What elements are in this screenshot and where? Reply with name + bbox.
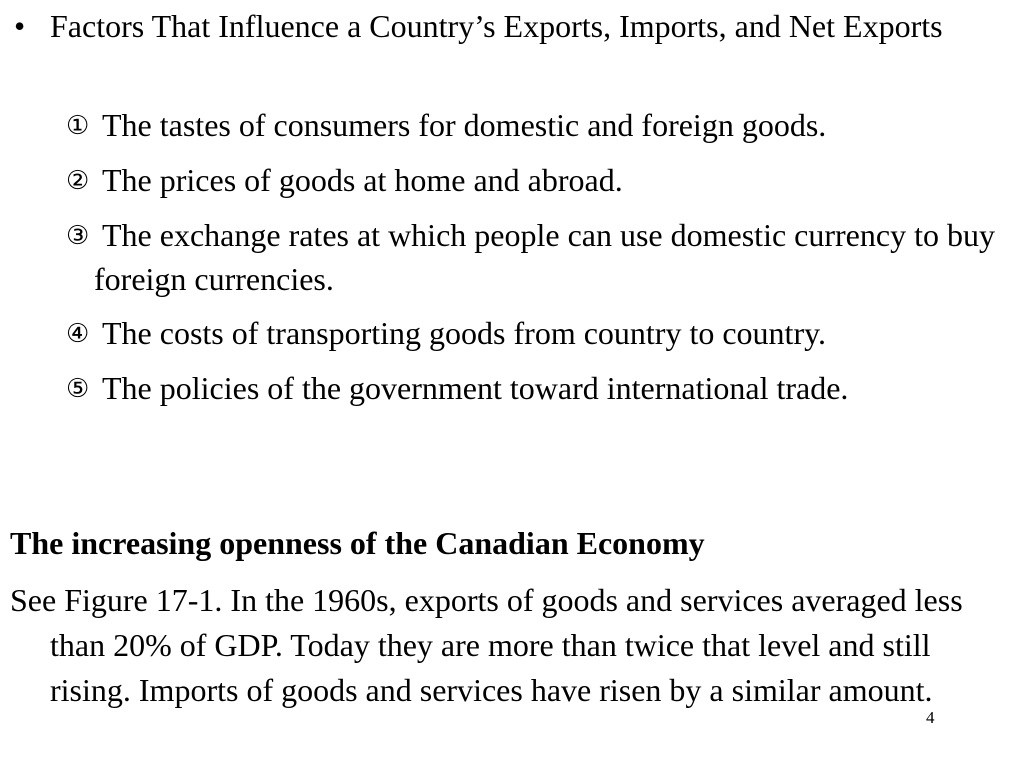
body-paragraph: See Figure 17-1. In the 1960s, exports of goods and services averaged less than 20% of GDP. Today they are more than twice that level and still rising. Imports of goods and services have risen by a similar amount. (10, 582, 963, 708)
factor-text: The policies of the government toward international trade. (102, 370, 849, 406)
factor-item (66, 104, 1016, 148)
factor-item (66, 312, 1016, 356)
circled-number-4: ④ (66, 319, 90, 349)
circled-number-5: ⑤ (66, 374, 90, 404)
section-title: The increasing openness of the Canadian Economy (10, 525, 705, 561)
circled-number-3: ③ (66, 221, 90, 251)
factor-text: The exchange rates at which people can use domestic currency to buy foreign currencies. (94, 217, 995, 297)
bullet-heading (14, 5, 994, 47)
page-number: 4 (926, 708, 935, 727)
factor-item (66, 214, 1016, 301)
bullet-dot-icon: • (14, 8, 26, 44)
factor-item (66, 159, 1016, 203)
bullet-heading-text: Factors That Influence a Country’s Exports, Imports, and Net Exports (50, 8, 943, 44)
factor-text: The tastes of consumers for domestic and foreign goods. (102, 107, 827, 143)
factor-text: The prices of goods at home and abroad. (102, 162, 623, 198)
circled-number-2: ② (66, 166, 90, 196)
circled-number-1: ① (66, 111, 90, 141)
factor-item (66, 367, 1016, 411)
factor-list (66, 104, 1016, 422)
factor-text: The costs of transporting goods from country to country. (102, 315, 827, 351)
